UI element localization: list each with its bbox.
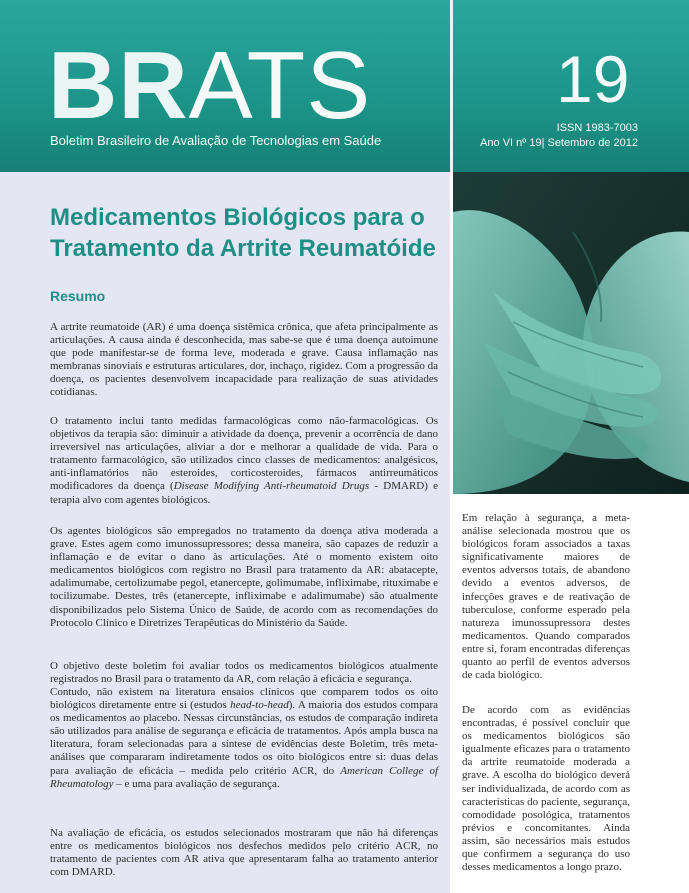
issn-label: ISSN 1983-7003 (556, 122, 638, 134)
abstract-paragraph-2 (50, 415, 438, 507)
sidebar-paragraph-2: De acordo com as evidências encontradas, é possível concluir que os medicamentos biológicos são igualmente eficazes para o tratamento da artrite reumatoide moderada a grave. A escolha do biológico deverá ser individualizada, de acordo com as características do paciente, segurança, comodidade posológica, tratamentos prévios e concomitantes. Ainda assim, são necessários mais estudos que confirmem a segurança do uso desses medicamentos a longo prazo. (462, 704, 630, 874)
p2-text-a: O tratamento inclui tanto medidas farmacológicas como não-farmacológicas. Os objetivos da terapia são: diminuir a atividade da doença, prevenir a ocorrência de dano irreversível nas articulações, aliviar a dor e melhorar a qualidade de vida. Para o tratamento farmacológico, são utilizados cinco classes de medicamentos: analgésicos, anti-inflamatórios não esteroides, corticosteroides, fármacos antirreumáticos modificadores da doença ( (50, 415, 438, 493)
issue-number: 19 (556, 42, 630, 116)
p5-text-b: ). A maioria dos estudos compara os medicamentos ao placebo. Nessas circunstâncias, os estudos de comparação indireta são utilizados para análise de segurança e eficácia de tratamentos. Após ampla busca na literatura, foram selecionadas para a síntese de evidências deste Boletim, três meta-análises que compararam indiretamente todos os oito biológicos entre si: duas delas para avaliação de eficácia – medida pelo critério ACR, do (50, 699, 438, 777)
abstract-paragraph-6: Na avaliação de eficácia, os estudos selecionados mostraram que não há diferenças entre os medicamentos biológicos nos desfechos medidos pelo critério ACR, no tratamento de pacientes com AR ativa que apresentaram falha ao tratamento anterior com DMARD. (50, 827, 438, 879)
hands-photo (453, 172, 689, 494)
abstract-paragraph-5 (50, 686, 438, 791)
edition-label: Ano VI nº 19| Setembro de 2012 (480, 137, 638, 149)
sidebar-paragraph-1: Em relação à segurança, a meta-análise selecionada mostrou que os biológicos foram associados a taxas significativamente maiores de eventos adversos totais, de abandono devido a eventos adversos, de infecções graves e de reativação de tuberculose, conforme esperado pela natureza imunossupressora destes medicamentos. Quando comparados entre si, foram encontradas diferenças quanto ao perfil de eventos adversos de cada biológico. (462, 512, 630, 682)
abstract-paragraph-1: A artrite reumatoide (AR) é uma doença sistêmica crônica, que afeta principalmente as articulações. A causa ainda é desconhecida, mas sabe-se que é uma doença autoimune que pode manifestar-se de forma leve, moderada e grave. Causa inflamação nas membranas sinoviais e estruturas articulares, dor, inchaço, rigidez. Com a progressão da doença, os pacientes desenvolvem incapacidade para realização de suas atividades cotidianas. (50, 321, 438, 399)
brats-logo (48, 32, 372, 139)
p5-italic-acr: American College of Rheumatology (50, 764, 438, 790)
p5-italic-head-to-head: head-to-head (230, 699, 289, 712)
sidebar-column (453, 494, 689, 893)
p5-text-a: Contudo, não existem na literatura ensaios clínicos que comparem todos os oito biológicos diretamente entre si (estudos (50, 686, 438, 712)
article-title (50, 202, 445, 264)
abstract-paragraph-4: O objetivo deste boletim foi avaliar todos os medicamentos biológicos atualmente registrados no Brasil para o tratamento da AR, com relação à eficácia e segurança. (50, 660, 438, 686)
logo-bold-text: BR (48, 32, 189, 139)
p5-text-c: – e uma para avaliação de segurança. (113, 777, 280, 790)
hands-illustration (453, 172, 689, 494)
article-title-line-1: Medicamentos Biológicos para o (50, 204, 425, 231)
p2-text-b: - DMARD) e terapia alvo com agentes biológicos. (50, 480, 438, 506)
p2-italic-term: Disease Modifying Anti-rheumatoid Drugs (173, 480, 370, 493)
bulletin-subtitle: Boletim Brasileiro de Avaliação de Tecnologias em Saúde (50, 133, 382, 148)
logo-light-text: ATS (188, 32, 372, 139)
masthead (0, 0, 689, 172)
abstract-heading: Resumo (50, 288, 106, 304)
main-column (0, 172, 450, 893)
article-title-line-2: Tratamento da Artrite Reumatóide (50, 235, 436, 262)
abstract-paragraph-3: Os agentes biológicos são empregados no tratamento da doença ativa moderada a grave. Estes agem como imunossupressores; dessa maneira, são capazes de reduzir a inflamação e de evitar o dano às articulações. Até o momento existem oito medicamentos biológicos com registro no Brasil para tratamento da AR: abatacepte, adalimumabe, certolizumabe pegol, etanercepte, golimumabe, infliximabe, rituximabe e tocilizumabe. Destes, três (etanercepte, infliximabe e adalimumabe) são atualmente disponibilizados pelo Sistema Único de Saúde, de acordo com as recomendações do Protocolo Clínico e Diretrizes Terapêuticas do Ministério da Saúde. (50, 525, 438, 629)
